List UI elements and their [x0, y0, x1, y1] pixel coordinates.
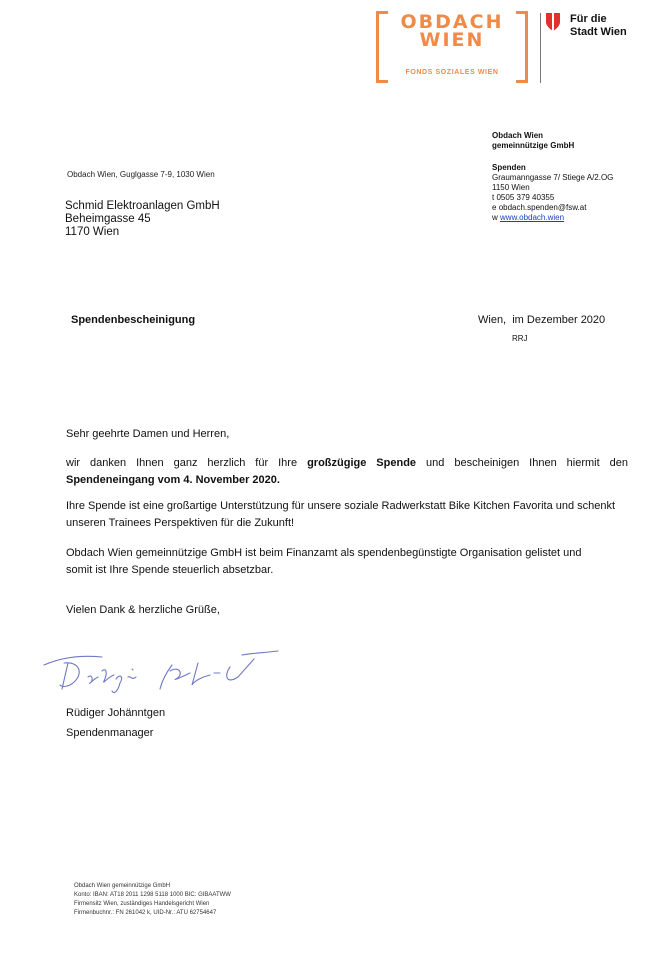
- footer-line3: Firmensitz Wien, zuständiges Handelsgericht Wien: [74, 901, 210, 907]
- footer-line2: Konto: IBAN: AT18 2011 1298 5118 1000 BIC: GIBAATWW: [74, 892, 231, 898]
- footer: [74, 882, 231, 918]
- paragraph-tax: [66, 545, 628, 579]
- logo-divider: [540, 13, 541, 83]
- p3-line1: Obdach Wien gemeinnützige GmbH ist beim Finanzamt als spendenbegünstigte Organisation gelistet und: [66, 547, 582, 559]
- contact-phone-value: 0505 379 40355: [496, 193, 555, 202]
- logo-subtitle: FONDS SOZIALES WIEN: [405, 69, 499, 76]
- p1-text-date: Spendeneingang vom 4. November 2020.: [66, 474, 280, 486]
- sender-street: Graumanngasse 7/ Stiege A/2.OG: [492, 173, 614, 182]
- city-logo-line1: Für die: [570, 13, 607, 25]
- logo-text-line2: WIEN: [419, 29, 485, 51]
- city-logo-line2: Stadt Wien: [570, 26, 627, 38]
- recipient-address: [65, 200, 220, 239]
- contact-email: [492, 203, 613, 213]
- contact-phone: [492, 193, 613, 203]
- signer-name: Rüdiger Johänntgen: [66, 707, 166, 719]
- letter-date: Wien, im Dezember 2020: [478, 314, 606, 326]
- reference-code: RRJ: [512, 334, 528, 343]
- p1-text-a: wir danken Ihnen ganz herzlich für Ihre: [66, 457, 308, 469]
- greeting: Sehr geehrte Damen und Herren,: [66, 428, 230, 440]
- sender-city: 1150 Wien: [492, 183, 530, 192]
- recipient-city: 1170 Wien: [65, 226, 120, 238]
- p1-text-c: und bescheinigen Ihnen hiermit den: [416, 457, 628, 469]
- footer-line4: Firmenbuchnr.: FN 261042 k, UID-Nr.: ATU 62754647: [74, 910, 217, 916]
- paragraph-support: Ihre Spende ist eine großartige Unterstützung für unsere soziale Radwerkstatt Bike Kitchen Favorita und schenkt unseren Trainees Perspektiven für die Zukunft!: [66, 500, 616, 529]
- logo-bracket-left: [376, 11, 388, 83]
- recipient-street: Beheimgasse 45: [65, 213, 151, 225]
- sender-org-line1: Obdach Wien: [492, 131, 544, 140]
- signer-title: Spendenmanager: [66, 727, 154, 739]
- contact-email-value: obdach.spenden@fsw.at: [498, 203, 587, 212]
- website-link[interactable]: www.obdach.wien: [500, 213, 565, 222]
- return-address: Obdach Wien, Guglgasse 7-9, 1030 Wien: [67, 170, 215, 179]
- city-logo-text: [570, 13, 627, 39]
- vienna-shield-icon: [545, 12, 561, 32]
- contact-web: [492, 213, 613, 223]
- sender-dept: Spenden: [492, 163, 526, 172]
- signer-block: [66, 703, 165, 743]
- letter-subject: Spendenbescheinigung: [71, 314, 196, 326]
- sender-info: [492, 131, 613, 223]
- recipient-name: Schmid Elektroanlagen GmbH: [65, 200, 220, 212]
- paragraph-thanks: [66, 455, 628, 489]
- contact-phone-key: t: [492, 193, 495, 202]
- sender-org-line2: gemeinnützige GmbH: [492, 141, 575, 150]
- logo-bracket-right: [516, 11, 528, 83]
- contact-web-key: w: [492, 213, 498, 222]
- obdach-wien-logo: [376, 11, 528, 85]
- contact-email-key: e: [492, 203, 497, 212]
- p1-text-bold: großzügige Spende: [307, 457, 417, 469]
- footer-line1: Obdach Wien gemeinnützige GmbH: [74, 883, 171, 889]
- handwritten-signature: [42, 647, 292, 697]
- p3-line2: somit ist Ihre Spende steuerlich absetzbar.: [66, 564, 274, 576]
- closing: Vielen Dank & herzliche Grüße,: [66, 604, 220, 616]
- logo-text-line1: OBDACH: [400, 11, 504, 33]
